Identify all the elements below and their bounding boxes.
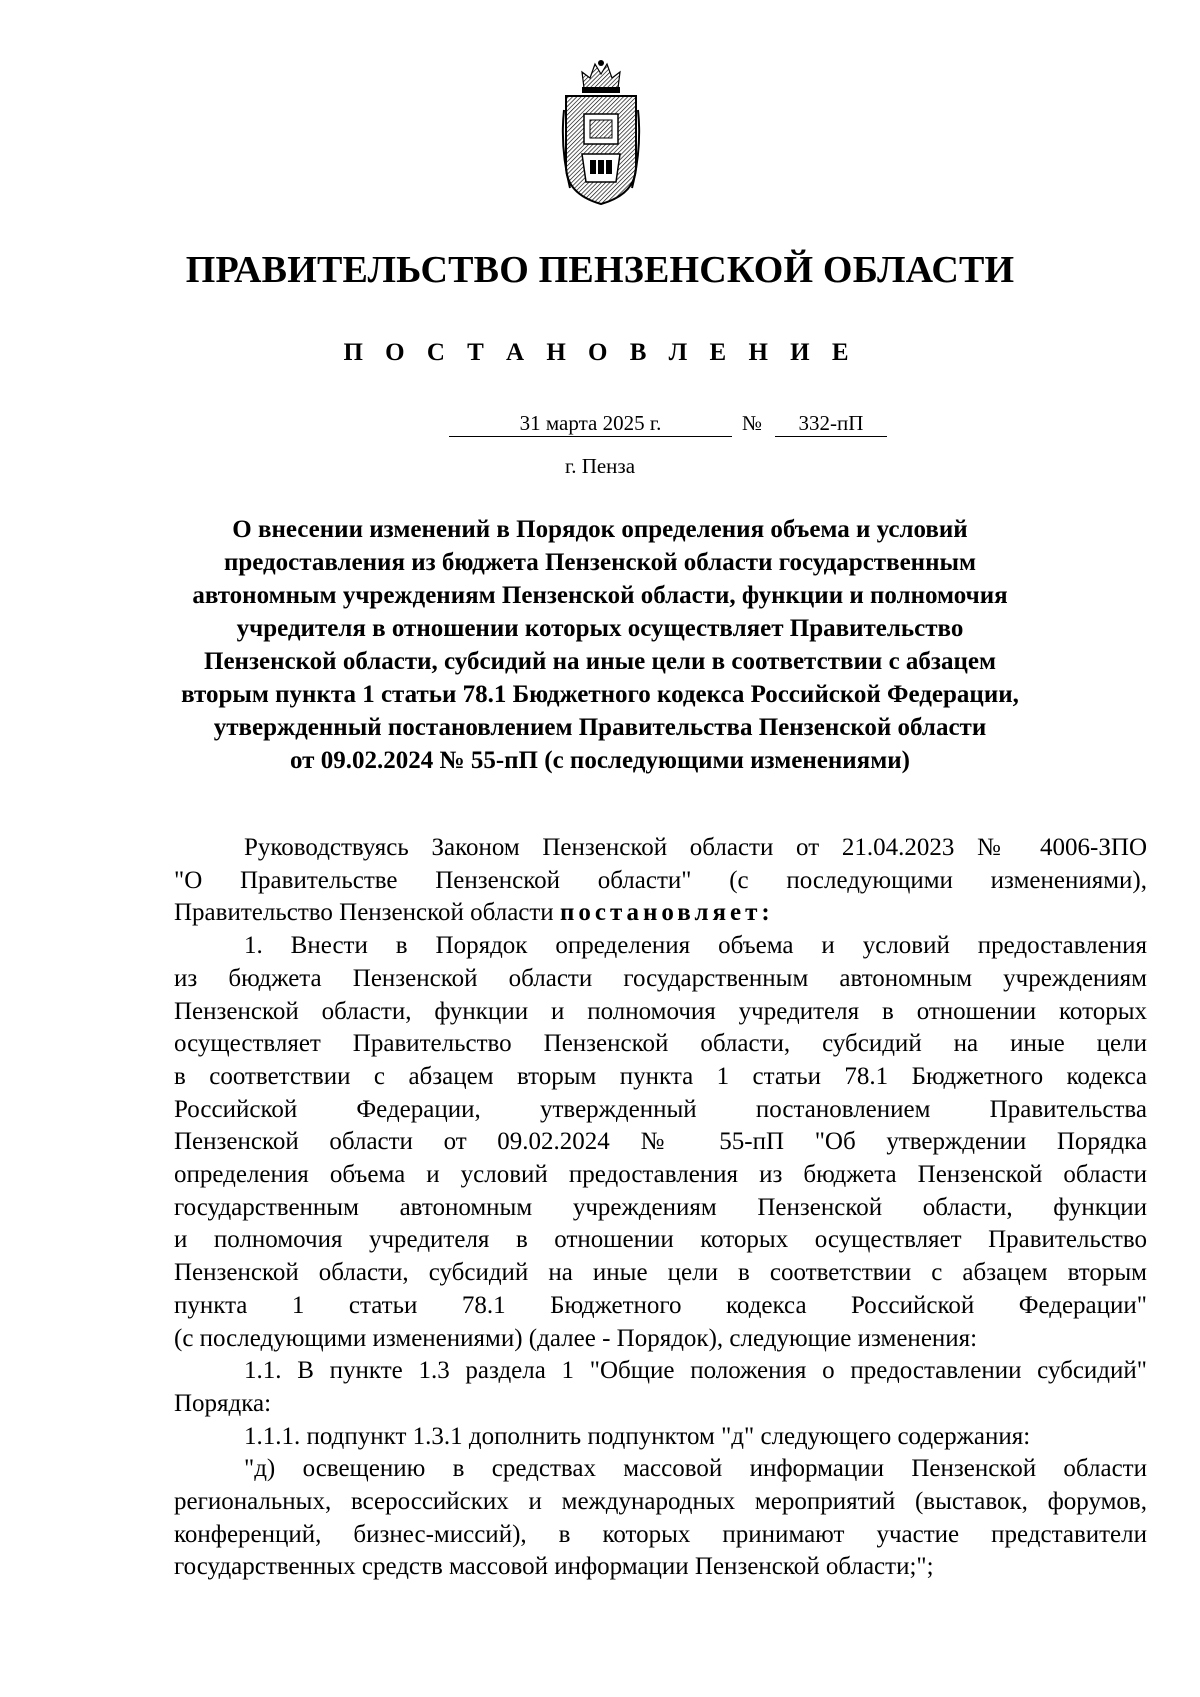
government-name-heading: ПРАВИТЕЛЬСТВО ПЕНЗЕНСКОЙ ОБЛАСТИ <box>185 249 1015 291</box>
decree-subject <box>150 513 1050 777</box>
decree-number: 332-пП <box>775 410 887 437</box>
number-sign: № <box>742 411 763 435</box>
decree-body <box>174 832 1147 1584</box>
paragraph-1-line: Пензенской области, субсидий на иные цели в соответствии с абзацем вторым <box>174 1259 1147 1287</box>
resolves-prefix: Правительство Пензенской области <box>174 899 560 927</box>
subject-line: от 09.02.2024 № 55-пП (с последующими изменениями) <box>290 747 910 774</box>
subject-line: Пензенской области, субсидий на иные цели в соответствии с абзацем <box>204 648 996 675</box>
body-line-resolves <box>174 897 1147 930</box>
paragraph-1-line: пункта 1 статьи 78.1 Бюджетного кодекса Российской Федерации" <box>174 1291 1147 1319</box>
paragraph-1-line: государственным автономным учреждениям Пензенской области, функции <box>174 1193 1147 1221</box>
quoted-text-line: региональных, всероссийских и международных мероприятий (выставок, форумов, <box>174 1488 1147 1516</box>
subject-line: учредителя в отношении которых осуществляет Правительство <box>236 615 964 642</box>
paragraph-1-line: определения объема и условий предоставления из бюджета Пензенской области <box>174 1161 1147 1189</box>
quoted-text-line: "д) освещению в средствах массовой информации Пензенской области <box>244 1455 1147 1483</box>
subject-line: О внесении изменений в Порядок определения объема и условий <box>232 516 968 543</box>
resolves-word: постановляет: <box>559 899 774 927</box>
paragraph-1-line: из бюджета Пензенской области государственным автономным учреждениям <box>174 964 1147 992</box>
coat-of-arms-emblem <box>560 58 642 208</box>
subject-line: вторым пункта 1 статьи 78.1 Бюджетного кодекса Российской Федерации, <box>181 681 1019 708</box>
paragraph-1-1-line: 1.1. В пункте 1.3 раздела 1 "Общие положения о предоставлении субсидий" <box>244 1357 1147 1385</box>
paragraph-1-line: Российской Федерации, утвержденный постановлением Правительства <box>174 1095 1147 1123</box>
body-line: "О Правительстве Пензенской области" (с последующими изменениями), <box>174 866 1147 894</box>
quoted-text-line: государственных средств массовой информации Пензенской области;"; <box>174 1553 934 1581</box>
paragraph-1-line: Пензенской области, функции и полномочия учредителя в отношении которых <box>174 997 1147 1025</box>
paragraph-1-1-line: Порядка: <box>174 1389 272 1417</box>
paragraph-1-line: (с последующими изменениями) (далее - Порядок), следующие изменения: <box>174 1324 978 1352</box>
document-type-heading: П О С Т А Н О В Л Е Н И Е <box>343 339 857 366</box>
paragraph-1-line: и полномочия учредителя в отношении которых осуществляет Правительство <box>174 1226 1147 1254</box>
subject-line: предоставления из бюджета Пензенской области государственным <box>223 549 977 576</box>
paragraph-1-line: в соответствии с абзацем вторым пункта 1 статьи 78.1 Бюджетного кодекса <box>174 1062 1147 1090</box>
date-number-line <box>0 410 1200 440</box>
paragraph-1-1-1-line: 1.1.1. подпункт 1.3.1 дополнить подпунктом "д" следующего содержания: <box>244 1422 1031 1450</box>
subject-line: автономным учреждениям Пензенской области, функции и полномочия <box>192 582 1008 609</box>
body-line: Руководствуясь Законом Пензенской области от 21.04.2023 № 4006-ЗПО <box>244 834 1147 861</box>
paragraph-1-line: осуществляет Правительство Пензенской области, субсидий на иные цели <box>174 1030 1147 1058</box>
city-name: г. Пенза <box>564 454 636 478</box>
paragraph-1-line: 1. Внести в Порядок определения объема и условий предоставления <box>244 932 1147 960</box>
decree-date: 31 марта 2025 г. <box>449 410 732 437</box>
subject-line: утвержденный постановлением Правительства Пензенской области <box>213 714 987 741</box>
quoted-text-line: конференций, бизнес-миссий), в которых принимают участие представители <box>174 1520 1147 1548</box>
paragraph-1-line: Пензенской области от 09.02.2024 № 55-пП "Об утверждении Порядка <box>174 1128 1147 1156</box>
